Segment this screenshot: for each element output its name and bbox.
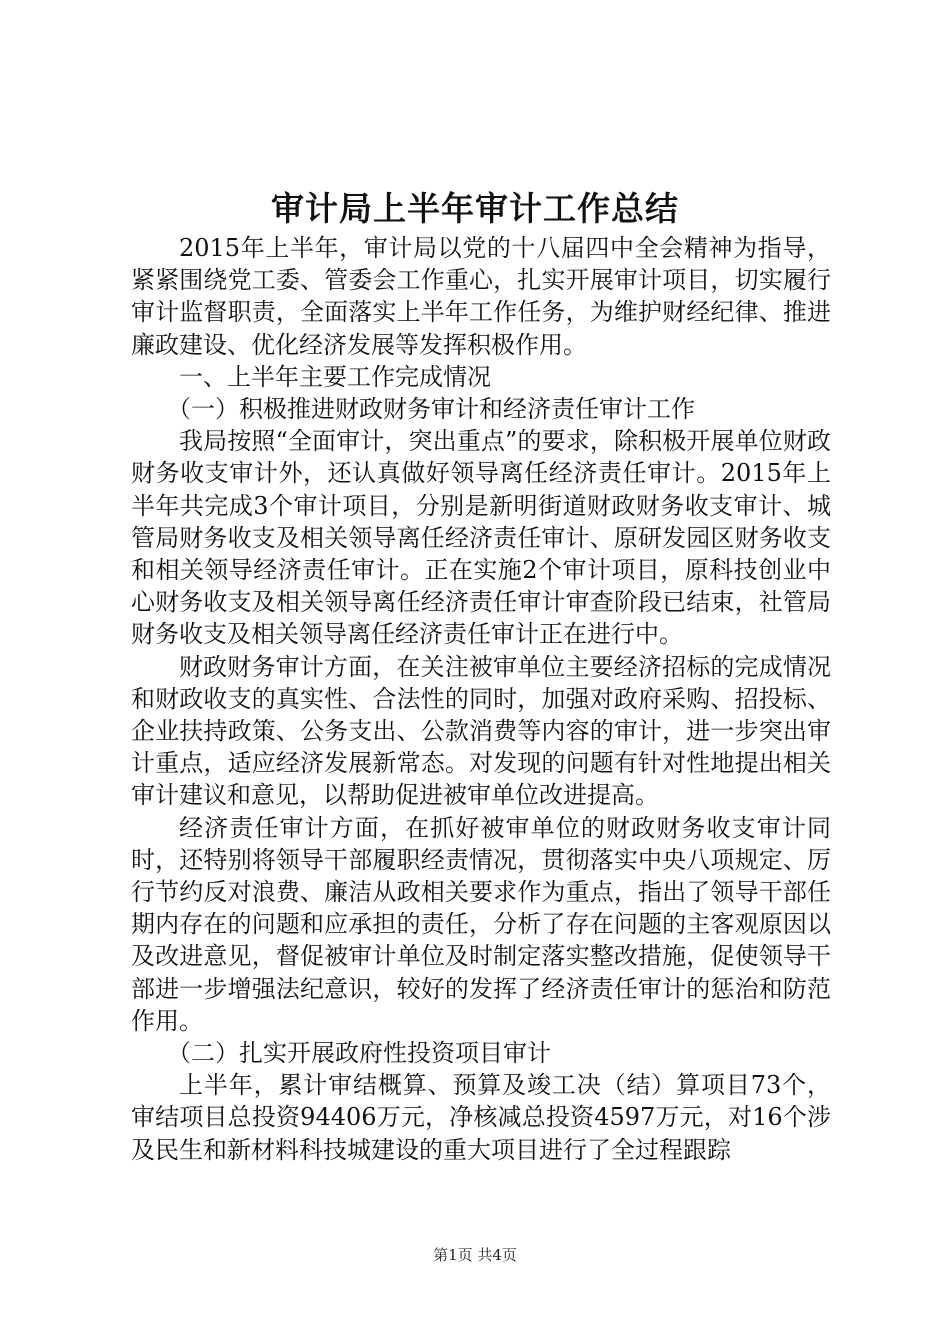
paragraph-audit-projects: 我局按照“全面审计，突出重点”的要求，除积极开展单位财政财务收支审计外，还认真做好领导离任经济责任审计。2015年上半年共完成3个审计项目，分别是新明街道财政财务收支审计、城管局财务收支及相关领导离任经济责任审计、原研发园区财务收支和相关领导经济责任审计。正在实施2个审计项目，原科技创业中心财务收支及相关领导离任经济责任审计审查阶段已结束，社管局财务收支及相关领导离任经济责任审计正在进行中。 bbox=[131, 427, 831, 649]
paragraph-economic-responsibility: 经济责任审计方面，在抓好被审单位的财政财务收支审计同时，还特别将领导干部履职经责情况，贯彻落实中央八项规定、厉行节约反对浪费、廉洁从政相关要求作为重点，指出了领导干部任期内存在的问题和应承担的责任，分析了存在问题的主客观原因以及改进意见，督促被审计单位及时制定落实整改措施，促使领导干部进一步增强法纪意识，较好的发挥了经济责任审计的惩治和防范作用。 bbox=[131, 813, 831, 1035]
section-heading-1: 一、上半年主要工作完成情况 bbox=[179, 362, 491, 391]
subsection-heading-1: （一）积极推进财政财务审计和经济责任审计工作 bbox=[167, 395, 695, 424]
subsection-heading-2: （二）扎实开展政府性投资项目审计 bbox=[167, 1039, 551, 1068]
paragraph-intro: 2015年上半年，审计局以党的十八届四中全会精神为指导，紧紧围绕党工委、管委会工作重心，扎实开展审计项目，切实履行审计监督职责，全面落实上半年工作任务，为维护财经纪律、推进廉政建设、优化经济发展等发挥积极作用。 bbox=[131, 234, 831, 359]
document-body bbox=[131, 232, 831, 1166]
document-title: 审计局上半年审计工作总结 bbox=[271, 189, 679, 228]
paragraph-investment-audit: 上半年，累计审结概算、预算及竣工决（结）算项目73个，审结项目总投资94406万元，净核减总投资4597万元，对16个涉及民生和新材料科技城建设的重大项目进行了全过程跟踪 bbox=[131, 1071, 831, 1164]
page-footer: 第1页 共4页 bbox=[433, 1246, 517, 1264]
paragraph-financial-audit: 财政财务审计方面，在关注被审单位主要经济招标的完成情况和财政收支的真实性、合法性的同时，加强对政府采购、招投标、企业扶持政策、公务支出、公款消费等内容的审计，进一步突出审计重点，适应经济发展新常态。对发现的问题有针对性地提出相关审计建议和意见，以帮助促进被审单位改进提高。 bbox=[131, 652, 831, 810]
